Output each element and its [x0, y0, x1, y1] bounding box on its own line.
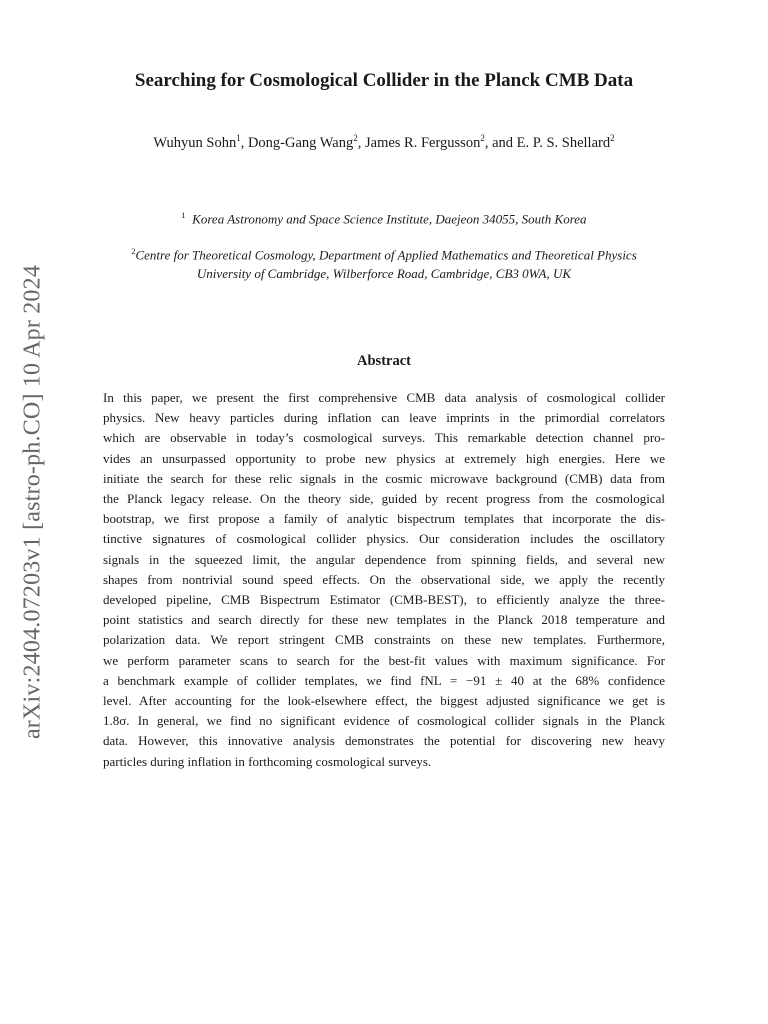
abstract-line: point statistics and search directly for these new templates in the Planck 2018 temperature and: [103, 612, 665, 628]
abstract-line: 1.8σ. In general, we find no significant evidence of cosmological collider signals in the Planck: [103, 713, 665, 729]
abstract-line: data. However, this innovative analysis demonstrates the potential for discovering new heavy: [103, 733, 665, 749]
abstract-line: tinctive signatures of cosmological collider physics. Our consideration includes the oscillatory: [103, 531, 665, 547]
abstract-line: polarization data. We report stringent CMB constraints on these new templates. Furthermore,: [103, 632, 665, 648]
abstract-line: level. After accounting for the look-elsewhere effect, the biggest adjusted significance we get is: [103, 693, 665, 709]
author-name: James R. Fergusson: [364, 134, 481, 151]
abstract-line: physics. New heavy particles during inflation can leave imprints in the primordial correlators: [103, 410, 665, 426]
abstract-line: vides an unsurpassed opportunity to probe new physics at extremely high energies. Here we: [103, 450, 665, 466]
arxiv-identifier-stamp: arXiv:2404.07203v1 [astro-ph.CO] 10 Apr 2024: [19, 264, 46, 740]
abstract-line: signals in the squeezed limit, the angular dependence from spinning fields, and several new: [103, 551, 665, 567]
abstract-line: shapes from nontrivial sound speed effects. On the observational side, we apply the recently: [103, 571, 665, 587]
author-name: Dong-Gang Wang: [247, 134, 354, 151]
abstract-body: [103, 388, 665, 772]
author-separator: ,: [240, 134, 248, 151]
affiliation-line: Korea Astronomy and Space Science Institute, Daejeon 34055, South Korea: [192, 211, 587, 227]
abstract-line: developed pipeline, CMB Bispectrum Estimator (CMB-BEST), to efficiently analyze the three-: [103, 592, 665, 608]
affiliation-line: University of Cambridge, Wilberforce Road, Cambridge, CB3 0WA, UK: [196, 266, 572, 282]
author-affiliation-mark: 2: [610, 133, 615, 143]
abstract-line: the Planck legacy release. On the theory side, guided by recent progress from the cosmological: [103, 491, 665, 507]
author-name: E. P. S. Shellard: [516, 134, 611, 151]
affiliation-mark: 1: [181, 210, 186, 220]
abstract-line: which are observable in today’s cosmological surveys. This remarkable detection channel pro-: [103, 430, 665, 446]
affiliation-2: [0, 242, 768, 283]
paper-title: Searching for Cosmological Collider in the Planck CMB Data: [134, 70, 634, 91]
author-affiliation-mark: 2: [353, 133, 358, 143]
author-separator: ,: [357, 134, 365, 151]
author-affiliation-mark: 2: [480, 133, 485, 143]
abstract-line: a benchmark example of collider templates, we find fNL = −91 ± 40 at the 68% confidence: [103, 672, 665, 688]
abstract-heading: Abstract: [357, 353, 411, 369]
affiliation-line: Centre for Theoretical Cosmology, Department of Applied Mathematics and Theoretical Physics: [135, 247, 637, 263]
author-list: [0, 133, 768, 152]
abstract-line: initiate the search for these relic signals in the cosmic microwave background (CMB) data from: [103, 470, 665, 486]
affiliation-1: [0, 206, 768, 228]
abstract-line: bootstrap, we first propose a family of analytic bispectrum templates that incorporate the dis-: [103, 511, 665, 527]
author-separator: , and: [484, 134, 517, 151]
abstract-line: In this paper, we present the first comprehensive CMB data analysis of cosmological collider: [103, 390, 665, 405]
author-affiliation-mark: 1: [236, 133, 241, 143]
abstract-line: particles during inflation in forthcoming cosmological surveys.: [103, 753, 432, 769]
abstract-line: we perform parameter scans to search for the best-fit values with maximum significance. For: [103, 652, 665, 668]
author-name: Wuhyun Sohn: [153, 134, 237, 151]
affiliation-mark: 2: [131, 246, 136, 256]
